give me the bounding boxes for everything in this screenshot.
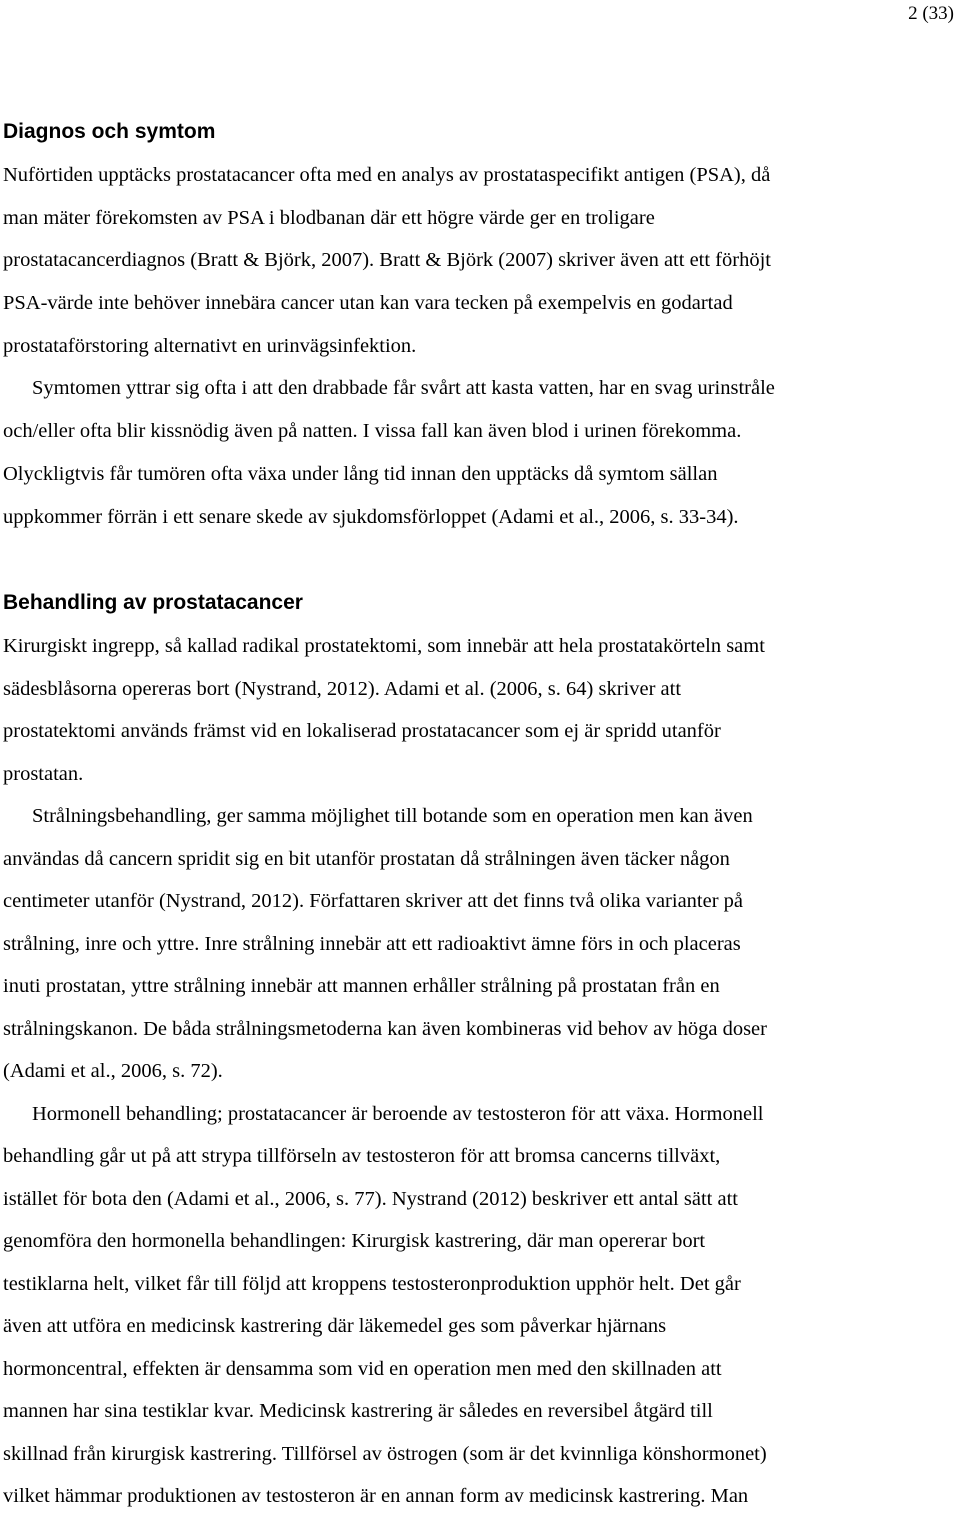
section-heading-diagnos: Diagnos och symtom [3, 120, 216, 143]
text-line: prostatan. [3, 762, 84, 785]
page-number: 2 (33) [908, 3, 954, 24]
text-line: man mäter förekomsten av PSA i blodbanan där ett högre värde ger en troligare [3, 206, 655, 229]
text-line: Hormonell behandling; prostatacancer är beroende av testosteron för att växa. Hormonell [32, 1102, 764, 1125]
text-line: Kirurgiskt ingrepp, så kallad radikal prostatektomi, som innebär att hela prostatakörteln samt [3, 635, 765, 657]
text-line: hormoncentral, effekten är densamma som vid en operation men med den skillnaden att [3, 1357, 722, 1380]
text-line: genomföra den hormonella behandlingen: Kirurgisk kastrering, där man opererar bort [3, 1230, 706, 1252]
section-heading-behandling: Behandling av prostatacancer [3, 591, 303, 614]
text-line: mannen har sina testiklar kvar. Medicinsk kastrering är således en reversibel åtgärd till [3, 1400, 713, 1422]
text-line: och/eller ofta blir kissnödig även på natten. I vissa fall kan även blod i urinen förekomma. [3, 420, 742, 443]
text-line: prostatektomi används främst vid en lokaliserad prostatacancer som ej är spridd utanför [3, 720, 721, 742]
text-line: strålning, inre och yttre. Inre strålning innebär att ett radioaktivt ämne förs in och placeras [3, 932, 741, 955]
text-line: inuti prostatan, yttre strålning innebär att mannen erhåller strålning på prostatan från en [3, 975, 720, 997]
text-line: centimeter utanför (Nystrand, 2012). Författaren skriver att det finns två olika varianter på [3, 890, 744, 912]
text-line: istället för bota den (Adami et al., 2006, s. 77). Nystrand (2012) beskriver ett antal sätt att [3, 1187, 738, 1210]
text-line: strålningskanon. De båda strålningsmetoderna kan även kombineras vid behov av höga doser [3, 1017, 767, 1040]
text-line: Symtomen yttrar sig ofta i att den drabbade får svårt att kasta vatten, har en svag urinstråle [32, 377, 775, 400]
text-line: testiklarna helt, vilket får till följd att kroppens testosteronproduktion upphör helt. Det går [3, 1272, 741, 1295]
text-line: vilket hämmar produktionen av testosteron är en annan form av medicinsk kastrering. Man [3, 1485, 749, 1507]
text-line: (Adami et al., 2006, s. 72). [3, 1060, 223, 1082]
text-line: PSA-värde inte behöver innebära cancer utan kan vara tecken på exempelvis en godartad [3, 292, 733, 315]
text-line: sädesblåsorna opereras bort (Nystrand, 2012). Adami et al. (2006, s. 64) skriver att [3, 677, 682, 700]
text-line: Olyckligtvis får tumören ofta växa under lång tid innan den upptäcks då symtom sällan [3, 462, 718, 485]
text-line: Nuförtiden upptäcks prostatacancer ofta med en analys av prostataspecifikt antigen (PSA), då [3, 164, 771, 186]
text-line: uppkommer förrän i ett senare skede av sjukdomsförloppet (Adami et al., 2006, s. 33-34). [3, 505, 739, 528]
text-line: prostatacancerdiagnos (Bratt & Björk, 2007). Bratt & Björk (2007) skriver även att ett förhöjt [3, 249, 771, 272]
text-line: Strålningsbehandling, ger samma möjlighet till botande som en operation men kan även [32, 805, 753, 827]
section-body-diagnos [3, 154, 953, 538]
section-body-behandling [3, 625, 953, 1518]
text-line: skillnad från kirurgisk kastrering. Tillförsel av östrogen (som är det kvinnliga könshormonet) [3, 1442, 767, 1465]
text-line: användas då cancern spridit sig en bit utanför prostatan då strålningen även täcker någon [3, 847, 730, 870]
text-line: behandling går ut på att strypa tillförseln av testosteron för att bromsa cancerns tillväxt, [3, 1145, 721, 1167]
text-line: även att utföra en medicinsk kastrering där läkemedel ges som påverkar hjärnans [3, 1315, 667, 1337]
text-line: prostataförstoring alternativt en urinvägsinfektion. [3, 334, 417, 357]
